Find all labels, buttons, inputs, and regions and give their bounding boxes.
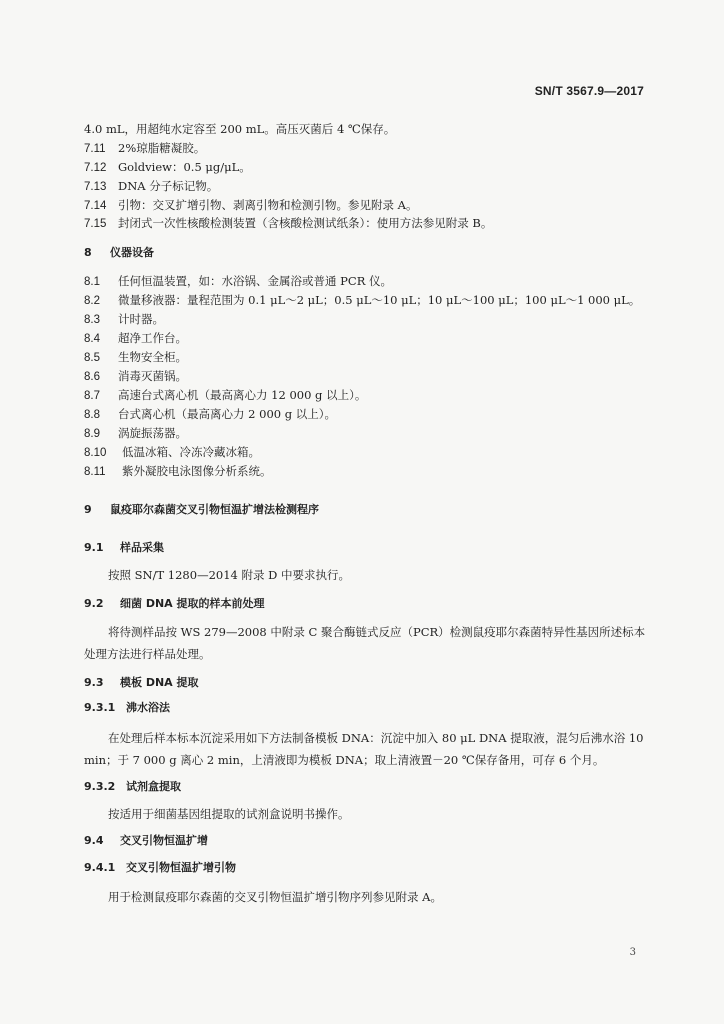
section-9-1-heading: 9.1 样品采集 <box>84 541 164 554</box>
continued-line <box>84 121 654 137</box>
item-7-11 <box>84 140 654 157</box>
item-text: 2%琼脂糖凝胶。 <box>118 141 206 155</box>
item-8-1: 8.1 任何恒温装置，如：水浴锅、金属浴或普通 PCR 仪。 <box>84 274 393 288</box>
section-9-3-heading: 9.3 模板 DNA 提取 <box>84 676 199 689</box>
item-number: 7.13 <box>84 181 107 193</box>
section-9-4-heading: 9.4 交叉引物恒温扩增 <box>84 834 208 847</box>
item-number: 7.12 <box>84 162 107 174</box>
item-text: Goldview：0.5 μg/μL。 <box>118 160 251 174</box>
item-8-5: 8.5 生物安全柜。 <box>84 350 187 364</box>
section-8-heading: 8 仪器设备 <box>84 246 154 259</box>
item-8-3: 8.3 计时器。 <box>84 312 164 326</box>
section-9-3-1-text: 在处理后样本标本沉淀采用如下方法制备模板 DNA：沉淀中加入 80 μL DNA 提取液，混匀后沸水浴 10 min；于 7 000 g 离心 2 min，上清液即为模板 DNA；取上清液置－20 ℃保存备用，可存 6 个月。 <box>84 731 644 767</box>
item-8-10: 8.10 低温冰箱、冷冻冷藏冰箱。 <box>84 445 260 459</box>
item-7-14 <box>84 197 654 214</box>
item-7-15 <box>84 215 654 232</box>
item-text: DNA 分子标记物。 <box>118 179 219 193</box>
section-9-3-2-heading: 9.3.2 试剂盒提取 <box>84 780 181 793</box>
item-text: 引物：交叉扩增引物、剥离引物和检测引物。参见附录 A。 <box>118 198 418 212</box>
item-8-4: 8.4 超净工作台。 <box>84 331 187 345</box>
section-9-heading: 9 鼠疫耶尔森菌交叉引物恒温扩增法检测程序 <box>84 503 319 516</box>
standard-code: SN/T 3567.9—2017 <box>534 84 644 98</box>
item-number: 7.14 <box>84 200 107 212</box>
section-9-3-1-heading: 9.3.1 沸水浴法 <box>84 701 170 714</box>
section-9-1-text: 按照 SN/T 1280—2014 附录 D 中要求执行。 <box>108 568 351 582</box>
item-number: 7.11 <box>84 143 106 155</box>
item-8-11: 8.11 紫外凝胶电泳图像分析系统。 <box>84 464 272 478</box>
item-8-9: 8.9 涡旋振荡器。 <box>84 426 187 440</box>
item-number: 7.15 <box>84 218 107 230</box>
section-9-4-1-text: 用于检测鼠疫耶尔森菌的交叉引物恒温扩增引物序列参见附录 A。 <box>108 890 442 904</box>
item-8-7: 8.7 高速台式离心机（最高离心力 12 000 g 以上）。 <box>84 388 367 402</box>
section-9-4-1-heading: 9.4.1 交叉引物恒温扩增引物 <box>84 861 236 874</box>
section-9-2-heading: 9.2 细菌 DNA 提取的样本前处理 <box>84 597 265 610</box>
item-8-8: 8.8 台式离心机（最高离心力 2 000 g 以上）。 <box>84 407 336 421</box>
section-9-3-2-text: 按适用于细菌基因组提取的试剂盒说明书操作。 <box>108 807 350 821</box>
line-text: 4.0 mL，用超纯水定容至 200 mL。高压灭菌后 4 ℃保存。 <box>84 122 396 136</box>
item-8-2: 8.2 微量移液器：量程范围为 0.1 μL～2 μL；0.5 μL～10 μL；10 μL～100 μL；100 μL～1 000 μL。 <box>84 293 641 307</box>
item-text: 封闭式一次性核酸检测装置（含核酸检测试纸条）：使用方法参见附录 B。 <box>118 216 493 230</box>
section-9-2-text: 将待测样品按 WS 279—2008 中附录 C 聚合酶链式反应（PCR）检测鼠疫耶尔森菌特异性基因所述标本处理方法进行样品处理。 <box>84 625 646 661</box>
item-7-13 <box>84 178 654 195</box>
item-8-6: 8.6 消毒灭菌锅。 <box>84 369 187 383</box>
item-7-12 <box>84 159 654 176</box>
page-number: 3 <box>629 947 636 958</box>
